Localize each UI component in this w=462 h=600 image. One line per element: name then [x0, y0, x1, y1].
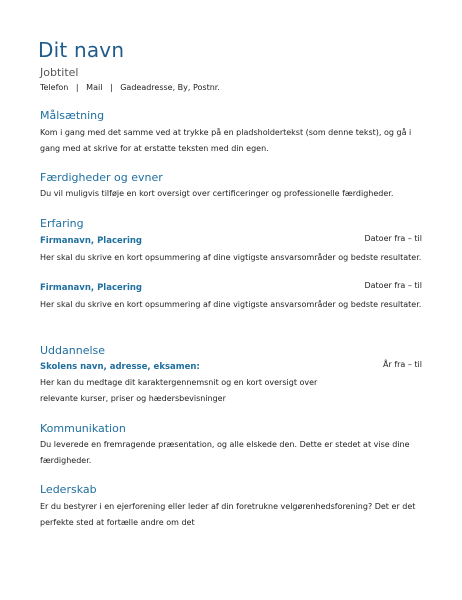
experience-heading[interactable]: Erfaring — [40, 217, 84, 230]
objective-heading[interactable]: Målsætning — [40, 109, 105, 122]
leadership-heading[interactable]: Lederskab — [40, 483, 97, 496]
education-heading[interactable]: Uddannelse — [40, 344, 106, 357]
skills-heading[interactable]: Færdigheder og evner — [40, 171, 163, 184]
contact-line — [40, 83, 220, 92]
education-title[interactable]: Skolens navn, adresse, eksamen: — [40, 362, 200, 372]
contact-phone[interactable]: Telefon — [40, 83, 69, 92]
resume-name[interactable]: Dit navn — [38, 38, 125, 62]
experience-1-title[interactable]: Firmanavn, Placering — [40, 236, 142, 246]
education-dates[interactable]: År fra – til — [383, 360, 422, 369]
contact-mail[interactable]: Mail — [86, 83, 103, 92]
objective-text[interactable]: Kom i gang med det samme ved at trykke på en pladsholdertekst (som denne tekst), og gå i gang med at skrive for at erstatte teksten med din egen. — [40, 128, 412, 153]
experience-2-dates[interactable]: Datoer fra – til — [364, 281, 422, 290]
leadership-text[interactable]: Er du bestyrer i en ejerforening eller leder af din foretrukne velgørenhedsforening? Det er det perfekte sted at fortælle andre om det — [40, 502, 416, 527]
contact-separator: | — [75, 83, 79, 92]
experience-1-dates[interactable]: Datoer fra – til — [364, 234, 422, 243]
communication-text[interactable]: Du leverede en fremragende præsentation, og alle elskede den. Dette er stedet at vise dine færdigheder. — [40, 440, 410, 465]
education-text[interactable]: Her kan du medtage dit karaktergennemsnit og en kort oversigt over relevante kurser, priser og hædersbevisninger — [40, 378, 318, 403]
contact-separator: | — [109, 83, 113, 92]
experience-2-text[interactable]: Her skal du skrive en kort opsummering af dine vigtigste ansvarsområder og bedste resultater. — [40, 300, 422, 309]
contact-address[interactable]: Gadeadresse, By, Postnr. — [120, 83, 220, 92]
communication-heading[interactable]: Kommunikation — [40, 422, 126, 435]
skills-text[interactable]: Du vil muligvis tilføje en kort oversigt over certificeringer og professionelle færdigheder. — [40, 189, 394, 198]
experience-2-title[interactable]: Firmanavn, Placering — [40, 283, 142, 293]
job-title[interactable]: Jobtitel — [40, 66, 79, 79]
experience-1-text[interactable]: Her skal du skrive en kort opsummering af dine vigtigste ansvarsområder og bedste resultater. — [40, 253, 422, 262]
